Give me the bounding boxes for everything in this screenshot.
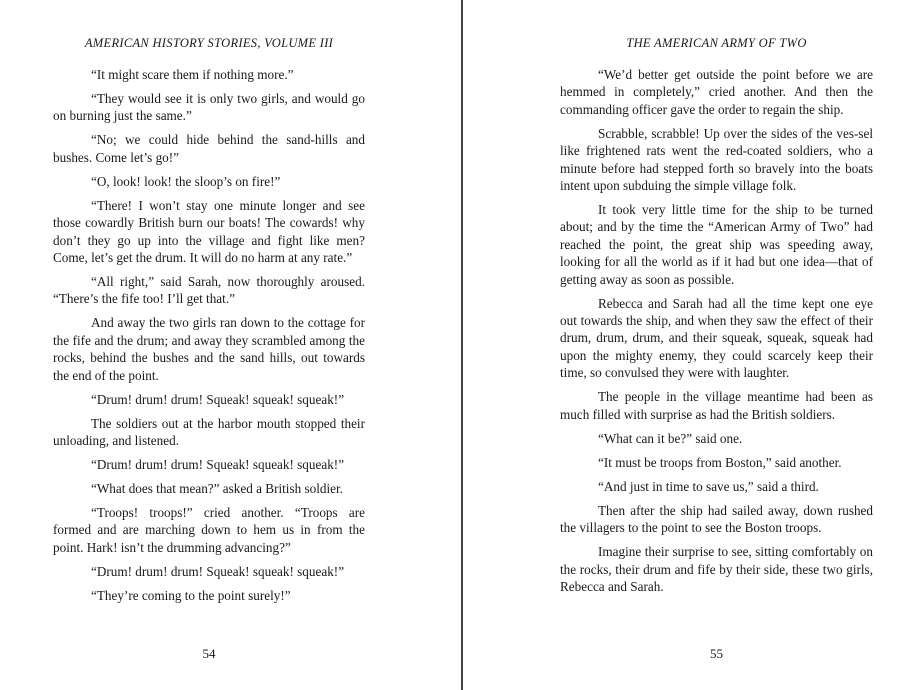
paragraph: The soldiers out at the harbor mouth stopped their unloading, and listened.: [53, 415, 365, 449]
paragraph: “It must be troops from Boston,” said another.: [598, 454, 842, 470]
page-body: [53, 66, 365, 611]
paragraph: “What does that mean?” asked a British soldier.: [91, 481, 343, 497]
paragraph: “O, look! look! the sloop’s on fire!”: [91, 173, 281, 189]
right-page: [560, 0, 873, 690]
paragraph: “No; we could hide behind the sand-hills and bushes. Come let’s go!”: [53, 132, 365, 165]
paragraph: “What can it be?” said one.: [598, 430, 743, 446]
paragraph: “We’d better get outside the point before we are hemmed in completely,” cried another. And then the commanding officer gave the order to regain the ship.: [560, 67, 873, 117]
paragraph: “There! I won’t stay one minute longer and see those cowardly British burn our boats! The cowards! why don’t they go up into the village and fight like men? Come, let’s get the drum. It will do no harm at any rate.”: [53, 197, 365, 266]
paragraph: Scrabble, scrabble! Up over the sides of the ves-sel like frightened rats went the red-coated soldiers, who a minute before had stepped forth so bravely into the boats intent upon subduing the simple village folk.: [560, 125, 873, 194]
paragraph: It took very little time for the ship to be turned about; and by the time the “American Army of Two” had reached the point, the great ship was speeding away, looking for all the world as if it had but one idea—that of getting away as soon as possible.: [560, 202, 873, 287]
page-number: 54: [202, 646, 216, 661]
paragraph: Then after the ship had sailed away, down rushed the villagers to the point to see the Boston troops.: [560, 502, 873, 536]
paragraph: “Drum! drum! drum! Squeak! squeak! squeak!”: [91, 391, 345, 407]
paragraph: “All right,” said Sarah, now thoroughly aroused. “There’s the fife too! I’ll get that.”: [53, 274, 365, 307]
paragraph: “It might scare them if nothing more.”: [91, 67, 294, 82]
page-body: [560, 66, 873, 602]
paragraph: Imagine their surprise to see, sitting comfortably on the rocks, their drum and fife by their side, these two girls, Rebecca and Sarah.: [560, 544, 873, 594]
paragraph: Rebecca and Sarah had all the time kept one eye out towards the ship, and when they saw the effect of their drum, drum, drum, and their squeak, squeak, squeak had upon the mighty enemy, they could scarcely keep their time, so convulsed they were with laughter.: [560, 295, 873, 381]
paragraph: “Troops! troops!” cried another. “Troops are formed and are marching down to hem us in from the point. Hark! isn’t the drumming advancing?”: [53, 505, 365, 555]
paragraph: “And just in time to save us,” said a third.: [598, 478, 819, 494]
paragraph: “They would see it is only two girls, and would go on burning just the same.”: [53, 91, 365, 124]
paragraph: “Drum! drum! drum! Squeak! squeak! squeak!”: [91, 457, 345, 473]
left-page: [53, 0, 365, 690]
paragraph: “Drum! drum! drum! Squeak! squeak! squeak!”: [91, 563, 345, 579]
gutter-divider: [461, 0, 463, 690]
running-header: THE AMERICAN ARMY OF TWO: [626, 36, 807, 50]
running-header: AMERICAN HISTORY STORIES, VOLUME III: [84, 36, 334, 50]
page-number: 55: [710, 646, 723, 661]
paragraph: “They’re coming to the point surely!”: [91, 587, 291, 603]
paragraph: And away the two girls ran down to the cottage for the fife and the drum; and away they scrambled among the rocks, behind the bushes and the sand hills, out towards the end of the point.: [53, 315, 365, 383]
paragraph: The people in the village meantime had been as much filled with surprise as had the British soldiers.: [560, 389, 873, 422]
